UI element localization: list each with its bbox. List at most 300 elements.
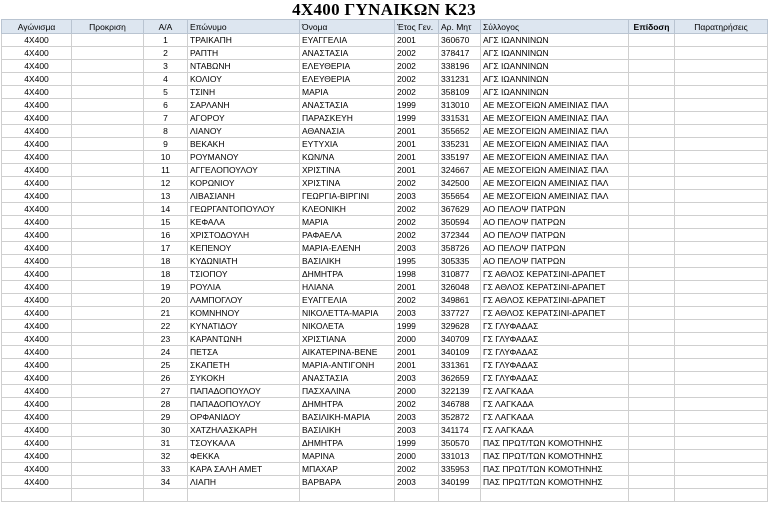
cell-surname[interactable]: ΡΑΠΤΗ — [188, 47, 300, 60]
cell-birth-year[interactable]: 2002 — [395, 294, 439, 307]
cell-club[interactable]: ΓΣ ΛΑΓΚΑΔΑ — [481, 411, 629, 424]
cell-first-name[interactable]: ΓΕΩΡΓΙΑ-ΒΙΡΓΙΝΙ — [300, 190, 395, 203]
cell-event[interactable]: 4Χ400 — [2, 203, 72, 216]
cell-registration-no[interactable]: 331531 — [439, 112, 481, 125]
cell-qualification[interactable] — [72, 99, 144, 112]
cell-birth-year[interactable]: 2002 — [395, 73, 439, 86]
header-club[interactable]: Σύλλογος — [481, 20, 629, 34]
cell-surname[interactable]: ΒΕΚΑΚΗ — [188, 138, 300, 151]
cell-birth-year[interactable]: 2002 — [395, 463, 439, 476]
cell-remarks[interactable] — [675, 346, 768, 359]
cell-birth-year[interactable]: 2000 — [395, 385, 439, 398]
cell-remarks[interactable] — [675, 242, 768, 255]
cell-performance[interactable] — [629, 307, 675, 320]
cell-qualification[interactable] — [72, 463, 144, 476]
header-registration-no[interactable]: Αρ. Μητ — [439, 20, 481, 34]
cell-qualification[interactable] — [72, 229, 144, 242]
cell-birth-year[interactable]: 2003 — [395, 476, 439, 489]
cell-registration-no[interactable]: 335953 — [439, 463, 481, 476]
cell-remarks[interactable] — [675, 138, 768, 151]
cell-remarks[interactable] — [675, 424, 768, 437]
cell-qualification[interactable] — [72, 294, 144, 307]
cell-remarks[interactable] — [675, 450, 768, 463]
cell-event[interactable]: 4Χ400 — [2, 99, 72, 112]
cell-club[interactable]: ΑΓΣ ΙΩΑΝΝΙΝΩΝ — [481, 73, 629, 86]
cell-number[interactable]: 27 — [144, 385, 188, 398]
cell-club[interactable]: ΑΕ ΜΕΣΟΓΕΙΩΝ ΑΜΕΙΝΙΑΣ ΠΑΛ — [481, 164, 629, 177]
cell-event[interactable]: 4Χ400 — [2, 359, 72, 372]
cell-club[interactable]: ΑΟ ΠΕΛΟΨ ΠΑΤΡΩΝ — [481, 216, 629, 229]
cell-number[interactable]: 5 — [144, 86, 188, 99]
cell-surname[interactable]: ΠΑΠΑΔΟΠΟΥΛΟΥ — [188, 398, 300, 411]
cell-birth-year[interactable]: 2002 — [395, 177, 439, 190]
cell-remarks[interactable] — [675, 385, 768, 398]
cell-surname[interactable]: ΡΟΥΛΙΑ — [188, 281, 300, 294]
cell-number[interactable]: 23 — [144, 333, 188, 346]
cell-first-name[interactable]: ΑΘΑΝΑΣΙΑ — [300, 125, 395, 138]
cell-birth-year[interactable]: 1999 — [395, 320, 439, 333]
cell-club[interactable]: ΓΣ ΛΑΓΚΑΔΑ — [481, 424, 629, 437]
cell-birth-year[interactable]: 2002 — [395, 216, 439, 229]
cell-event[interactable]: 4Χ400 — [2, 346, 72, 359]
cell-number[interactable]: 19 — [144, 281, 188, 294]
cell-registration-no[interactable]: 352872 — [439, 411, 481, 424]
cell-first-name[interactable]: ΜΑΡΙΑ — [300, 216, 395, 229]
cell-event[interactable]: 4Χ400 — [2, 34, 72, 47]
cell-event[interactable]: 4Χ400 — [2, 112, 72, 125]
cell-qualification[interactable] — [72, 346, 144, 359]
cell-remarks[interactable] — [675, 112, 768, 125]
cell-surname[interactable]: ΚΟΜΝΗΝΟΥ — [188, 307, 300, 320]
empty-cell[interactable] — [481, 489, 629, 502]
cell-registration-no[interactable]: 355652 — [439, 125, 481, 138]
cell-number[interactable]: 21 — [144, 307, 188, 320]
cell-remarks[interactable] — [675, 177, 768, 190]
cell-surname[interactable]: ΣΥΚΟΚΗ — [188, 372, 300, 385]
cell-birth-year[interactable]: 2003 — [395, 372, 439, 385]
cell-first-name[interactable]: ΝΙΚΟΛΕΤΑ — [300, 320, 395, 333]
cell-club[interactable]: ΑΕ ΜΕΣΟΓΕΙΩΝ ΑΜΕΙΝΙΑΣ ΠΑΛ — [481, 125, 629, 138]
cell-qualification[interactable] — [72, 73, 144, 86]
cell-club[interactable]: ΓΣ ΓΛΥΦΑΔΑΣ — [481, 346, 629, 359]
cell-event[interactable]: 4Χ400 — [2, 398, 72, 411]
cell-number[interactable]: 29 — [144, 411, 188, 424]
cell-performance[interactable] — [629, 203, 675, 216]
cell-remarks[interactable] — [675, 34, 768, 47]
cell-remarks[interactable] — [675, 255, 768, 268]
cell-first-name[interactable]: ΧΡΙΣΤΙΑΝΑ — [300, 333, 395, 346]
cell-event[interactable]: 4Χ400 — [2, 333, 72, 346]
cell-club[interactable]: ΓΣ ΓΛΥΦΑΔΑΣ — [481, 333, 629, 346]
cell-remarks[interactable] — [675, 203, 768, 216]
cell-performance[interactable] — [629, 346, 675, 359]
cell-club[interactable]: ΑΟ ΠΕΛΟΨ ΠΑΤΡΩΝ — [481, 229, 629, 242]
cell-remarks[interactable] — [675, 86, 768, 99]
cell-first-name[interactable]: ΡΑΦΑΕΛΑ — [300, 229, 395, 242]
cell-first-name[interactable]: ΒΑΣΙΛΙΚΗ — [300, 424, 395, 437]
cell-remarks[interactable] — [675, 411, 768, 424]
cell-event[interactable]: 4Χ400 — [2, 216, 72, 229]
cell-performance[interactable] — [629, 424, 675, 437]
cell-performance[interactable] — [629, 242, 675, 255]
cell-club[interactable]: ΓΣ ΛΑΓΚΑΔΑ — [481, 385, 629, 398]
cell-registration-no[interactable]: 331361 — [439, 359, 481, 372]
cell-number[interactable]: 26 — [144, 372, 188, 385]
empty-cell[interactable] — [144, 489, 188, 502]
cell-birth-year[interactable]: 2003 — [395, 424, 439, 437]
cell-performance[interactable] — [629, 333, 675, 346]
header-number[interactable]: Α/Α — [144, 20, 188, 34]
cell-birth-year[interactable]: 2001 — [395, 359, 439, 372]
cell-first-name[interactable]: ΕΥΤΥΧΙΑ — [300, 138, 395, 151]
cell-performance[interactable] — [629, 255, 675, 268]
cell-qualification[interactable] — [72, 372, 144, 385]
cell-surname[interactable]: ΚΕΦΑΛΑ — [188, 216, 300, 229]
cell-first-name[interactable]: ΜΑΡΙΝΑ — [300, 450, 395, 463]
cell-registration-no[interactable]: 360670 — [439, 34, 481, 47]
cell-club[interactable]: ΑΟ ΠΕΛΟΨ ΠΑΤΡΩΝ — [481, 242, 629, 255]
cell-registration-no[interactable]: 305335 — [439, 255, 481, 268]
cell-first-name[interactable]: ΒΑΣΙΛΙΚΗ-ΜΑΡΙΑ — [300, 411, 395, 424]
cell-performance[interactable] — [629, 372, 675, 385]
cell-qualification[interactable] — [72, 125, 144, 138]
cell-registration-no[interactable]: 313010 — [439, 99, 481, 112]
cell-surname[interactable]: ΛΙΑΝΟΥ — [188, 125, 300, 138]
cell-surname[interactable]: ΠΕΤΣΑ — [188, 346, 300, 359]
cell-qualification[interactable] — [72, 203, 144, 216]
cell-qualification[interactable] — [72, 320, 144, 333]
cell-qualification[interactable] — [72, 151, 144, 164]
cell-event[interactable]: 4Χ400 — [2, 281, 72, 294]
header-birth-year[interactable]: Έτος Γεν. — [395, 20, 439, 34]
cell-registration-no[interactable]: 350594 — [439, 216, 481, 229]
cell-remarks[interactable] — [675, 359, 768, 372]
cell-birth-year[interactable]: 2003 — [395, 242, 439, 255]
cell-club[interactable]: ΓΣ ΑΘΛΟΣ ΚΕΡΑΤΣΙΝΙ-ΔΡΑΠΕΤ — [481, 294, 629, 307]
cell-club[interactable]: ΑΕ ΜΕΣΟΓΕΙΩΝ ΑΜΕΙΝΙΑΣ ΠΑΛ — [481, 99, 629, 112]
cell-qualification[interactable] — [72, 437, 144, 450]
header-surname[interactable]: Επώνυμο — [188, 20, 300, 34]
cell-surname[interactable]: ΝΤΑΒΩΝΗ — [188, 60, 300, 73]
cell-event[interactable]: 4Χ400 — [2, 86, 72, 99]
cell-birth-year[interactable]: 1999 — [395, 99, 439, 112]
cell-club[interactable]: ΠΑΣ ΠΡΩΤ/ΤΩΝ ΚΟΜΟΤΗΝΗΣ — [481, 476, 629, 489]
cell-number[interactable]: 9 — [144, 138, 188, 151]
cell-remarks[interactable] — [675, 164, 768, 177]
cell-remarks[interactable] — [675, 307, 768, 320]
cell-surname[interactable]: ΡΟΥΜΑΝΟΥ — [188, 151, 300, 164]
cell-surname[interactable]: ΛΑΜΠΟΓΛΟΥ — [188, 294, 300, 307]
cell-number[interactable]: 1 — [144, 34, 188, 47]
cell-surname[interactable]: ΤΣΙΟΠΟΥ — [188, 268, 300, 281]
cell-performance[interactable] — [629, 73, 675, 86]
cell-registration-no[interactable]: 367629 — [439, 203, 481, 216]
cell-birth-year[interactable]: 1995 — [395, 255, 439, 268]
cell-club[interactable]: ΑΓΣ ΙΩΑΝΝΙΝΩΝ — [481, 86, 629, 99]
cell-registration-no[interactable]: 358109 — [439, 86, 481, 99]
cell-event[interactable]: 4Χ400 — [2, 268, 72, 281]
cell-remarks[interactable] — [675, 229, 768, 242]
cell-remarks[interactable] — [675, 73, 768, 86]
cell-registration-no[interactable]: 355654 — [439, 190, 481, 203]
cell-number[interactable]: 31 — [144, 437, 188, 450]
cell-remarks[interactable] — [675, 47, 768, 60]
cell-surname[interactable]: ΧΡΙΣΤΟΔΟΥΛΗ — [188, 229, 300, 242]
cell-club[interactable]: ΑΓΣ ΙΩΑΝΝΙΝΩΝ — [481, 34, 629, 47]
cell-birth-year[interactable]: 2001 — [395, 151, 439, 164]
cell-event[interactable]: 4Χ400 — [2, 294, 72, 307]
cell-event[interactable]: 4Χ400 — [2, 60, 72, 73]
cell-surname[interactable]: ΣΑΡΛΑΝΗ — [188, 99, 300, 112]
cell-performance[interactable] — [629, 476, 675, 489]
cell-registration-no[interactable]: 326048 — [439, 281, 481, 294]
cell-event[interactable]: 4Χ400 — [2, 125, 72, 138]
cell-performance[interactable] — [629, 60, 675, 73]
cell-qualification[interactable] — [72, 385, 144, 398]
cell-registration-no[interactable]: 342500 — [439, 177, 481, 190]
cell-registration-no[interactable]: 350570 — [439, 437, 481, 450]
cell-first-name[interactable]: ΧΡΙΣΤΙΝΑ — [300, 164, 395, 177]
cell-remarks[interactable] — [675, 476, 768, 489]
cell-event[interactable]: 4Χ400 — [2, 73, 72, 86]
cell-club[interactable]: ΑΟ ΠΕΛΟΨ ΠΑΤΡΩΝ — [481, 203, 629, 216]
cell-registration-no[interactable]: 310877 — [439, 268, 481, 281]
cell-first-name[interactable]: ΚΛΕΟΝΙΚΗ — [300, 203, 395, 216]
cell-performance[interactable] — [629, 294, 675, 307]
cell-number[interactable]: 33 — [144, 463, 188, 476]
cell-first-name[interactable]: ΕΥΑΓΓΕΛΙΑ — [300, 34, 395, 47]
cell-event[interactable]: 4Χ400 — [2, 411, 72, 424]
cell-surname[interactable]: ΚΑΡΑ ΣΑΛΗ ΑΜΕΤ — [188, 463, 300, 476]
cell-remarks[interactable] — [675, 151, 768, 164]
cell-registration-no[interactable]: 329628 — [439, 320, 481, 333]
cell-performance[interactable] — [629, 177, 675, 190]
cell-performance[interactable] — [629, 320, 675, 333]
cell-event[interactable]: 4Χ400 — [2, 307, 72, 320]
cell-surname[interactable]: ΚΑΡΑΝΤΩΝΗ — [188, 333, 300, 346]
cell-performance[interactable] — [629, 86, 675, 99]
cell-club[interactable]: ΠΑΣ ΠΡΩΤ/ΤΩΝ ΚΟΜΟΤΗΝΗΣ — [481, 450, 629, 463]
empty-cell[interactable] — [2, 489, 72, 502]
cell-performance[interactable] — [629, 125, 675, 138]
cell-surname[interactable]: ΣΚΑΠΕΤΗ — [188, 359, 300, 372]
cell-registration-no[interactable]: 338196 — [439, 60, 481, 73]
cell-number[interactable]: 6 — [144, 99, 188, 112]
cell-number[interactable]: 17 — [144, 242, 188, 255]
cell-club[interactable]: ΓΣ ΛΑΓΚΑΔΑ — [481, 398, 629, 411]
cell-qualification[interactable] — [72, 333, 144, 346]
cell-event[interactable]: 4Χ400 — [2, 242, 72, 255]
cell-number[interactable]: 30 — [144, 424, 188, 437]
cell-birth-year[interactable]: 2003 — [395, 307, 439, 320]
cell-event[interactable]: 4Χ400 — [2, 255, 72, 268]
cell-performance[interactable] — [629, 151, 675, 164]
cell-qualification[interactable] — [72, 411, 144, 424]
header-remarks[interactable]: Παρατηρήσεις — [675, 20, 768, 34]
cell-registration-no[interactable]: 340109 — [439, 346, 481, 359]
cell-first-name[interactable]: ΠΑΣΧΑΛΙΝΑ — [300, 385, 395, 398]
cell-birth-year[interactable]: 2003 — [395, 190, 439, 203]
cell-club[interactable]: ΑΟ ΠΕΛΟΨ ΠΑΤΡΩΝ — [481, 255, 629, 268]
cell-registration-no[interactable]: 378417 — [439, 47, 481, 60]
cell-qualification[interactable] — [72, 359, 144, 372]
cell-first-name[interactable]: ΒΑΣΙΛΙΚΗ — [300, 255, 395, 268]
empty-cell[interactable] — [675, 489, 768, 502]
cell-remarks[interactable] — [675, 125, 768, 138]
cell-performance[interactable] — [629, 411, 675, 424]
cell-remarks[interactable] — [675, 281, 768, 294]
cell-surname[interactable]: ΤΣΙΝΗ — [188, 86, 300, 99]
cell-birth-year[interactable]: 2002 — [395, 60, 439, 73]
empty-cell[interactable] — [439, 489, 481, 502]
cell-surname[interactable]: ΠΑΠΑΔΟΠΟΥΛΟΥ — [188, 385, 300, 398]
cell-first-name[interactable]: ΜΠΑΧΑΡ — [300, 463, 395, 476]
cell-club[interactable]: ΑΓΣ ΙΩΑΝΝΙΝΩΝ — [481, 60, 629, 73]
cell-club[interactable]: ΑΕ ΜΕΣΟΓΕΙΩΝ ΑΜΕΙΝΙΑΣ ΠΑΛ — [481, 112, 629, 125]
cell-remarks[interactable] — [675, 372, 768, 385]
cell-birth-year[interactable]: 1999 — [395, 437, 439, 450]
cell-remarks[interactable] — [675, 320, 768, 333]
cell-registration-no[interactable]: 335231 — [439, 138, 481, 151]
cell-birth-year[interactable]: 1999 — [395, 112, 439, 125]
cell-qualification[interactable] — [72, 86, 144, 99]
cell-remarks[interactable] — [675, 99, 768, 112]
cell-registration-no[interactable]: 346788 — [439, 398, 481, 411]
cell-qualification[interactable] — [72, 281, 144, 294]
cell-first-name[interactable]: ΗΛΙΑΝΑ — [300, 281, 395, 294]
cell-number[interactable]: 3 — [144, 60, 188, 73]
cell-registration-no[interactable]: 340199 — [439, 476, 481, 489]
cell-birth-year[interactable]: 2001 — [395, 125, 439, 138]
cell-number[interactable]: 13 — [144, 190, 188, 203]
cell-performance[interactable] — [629, 463, 675, 476]
cell-surname[interactable]: ΑΓΟΡΟΥ — [188, 112, 300, 125]
cell-surname[interactable]: ΚΥΔΩΝΙΑΤΗ — [188, 255, 300, 268]
cell-club[interactable]: ΓΣ ΓΛΥΦΑΔΑΣ — [481, 359, 629, 372]
cell-event[interactable]: 4Χ400 — [2, 476, 72, 489]
cell-surname[interactable]: ΤΣΟΥΚΑΛΑ — [188, 437, 300, 450]
cell-performance[interactable] — [629, 216, 675, 229]
cell-club[interactable]: ΓΣ ΓΛΥΦΑΔΑΣ — [481, 372, 629, 385]
cell-number[interactable]: 18 — [144, 268, 188, 281]
cell-club[interactable]: ΓΣ ΑΘΛΟΣ ΚΕΡΑΤΣΙΝΙ-ΔΡΑΠΕΤ — [481, 307, 629, 320]
cell-remarks[interactable] — [675, 190, 768, 203]
cell-surname[interactable]: ΑΓΓΕΛΟΠΟΥΛΟΥ — [188, 164, 300, 177]
cell-qualification[interactable] — [72, 177, 144, 190]
cell-performance[interactable] — [629, 398, 675, 411]
cell-event[interactable]: 4Χ400 — [2, 385, 72, 398]
cell-surname[interactable]: ΤΡΑΙΚΑΠΗ — [188, 34, 300, 47]
cell-club[interactable]: ΓΣ ΓΛΥΦΑΔΑΣ — [481, 320, 629, 333]
cell-club[interactable]: ΓΣ ΑΘΛΟΣ ΚΕΡΑΤΣΙΝΙ-ΔΡΑΠΕΤ — [481, 281, 629, 294]
cell-remarks[interactable] — [675, 268, 768, 281]
cell-birth-year[interactable]: 2001 — [395, 34, 439, 47]
cell-event[interactable]: 4Χ400 — [2, 190, 72, 203]
cell-club[interactable]: ΑΕ ΜΕΣΟΓΕΙΩΝ ΑΜΕΙΝΙΑΣ ΠΑΛ — [481, 177, 629, 190]
cell-birth-year[interactable]: 2002 — [395, 398, 439, 411]
cell-birth-year[interactable]: 2002 — [395, 229, 439, 242]
cell-performance[interactable] — [629, 164, 675, 177]
cell-surname[interactable]: ΚΟΛΙΟΥ — [188, 73, 300, 86]
cell-first-name[interactable]: ΑΝΑΣΤΑΣΙΑ — [300, 372, 395, 385]
cell-club[interactable]: ΑΕ ΜΕΣΟΓΕΙΩΝ ΑΜΕΙΝΙΑΣ ΠΑΛ — [481, 190, 629, 203]
cell-registration-no[interactable]: 362659 — [439, 372, 481, 385]
cell-birth-year[interactable]: 2003 — [395, 411, 439, 424]
header-first-name[interactable]: Όνομα — [300, 20, 395, 34]
cell-remarks[interactable] — [675, 437, 768, 450]
cell-performance[interactable] — [629, 385, 675, 398]
cell-birth-year[interactable]: 2000 — [395, 450, 439, 463]
cell-first-name[interactable]: ΕΥΑΓΓΕΛΙΑ — [300, 294, 395, 307]
cell-event[interactable]: 4Χ400 — [2, 450, 72, 463]
cell-number[interactable]: 2 — [144, 47, 188, 60]
cell-first-name[interactable]: ΝΙΚΟΛΕΤΤΑ-ΜΑΡΙΑ — [300, 307, 395, 320]
cell-performance[interactable] — [629, 229, 675, 242]
cell-registration-no[interactable]: 372344 — [439, 229, 481, 242]
cell-surname[interactable]: ΚΥΝΑΤΙΔΟΥ — [188, 320, 300, 333]
cell-surname[interactable]: ΟΡΦΑΝΙΔΟΥ — [188, 411, 300, 424]
cell-event[interactable]: 4Χ400 — [2, 424, 72, 437]
cell-event[interactable]: 4Χ400 — [2, 437, 72, 450]
cell-registration-no[interactable]: 324667 — [439, 164, 481, 177]
cell-number[interactable]: 12 — [144, 177, 188, 190]
empty-cell[interactable] — [72, 489, 144, 502]
cell-performance[interactable] — [629, 34, 675, 47]
cell-number[interactable]: 7 — [144, 112, 188, 125]
cell-first-name[interactable]: ΔΗΜΗΤΡΑ — [300, 398, 395, 411]
cell-birth-year[interactable]: 2001 — [395, 164, 439, 177]
cell-number[interactable]: 20 — [144, 294, 188, 307]
cell-first-name[interactable]: ΕΛΕΥΘΕΡΙΑ — [300, 60, 395, 73]
cell-qualification[interactable] — [72, 47, 144, 60]
cell-first-name[interactable]: ΔΗΜΗΤΡΑ — [300, 268, 395, 281]
cell-qualification[interactable] — [72, 307, 144, 320]
cell-event[interactable]: 4Χ400 — [2, 151, 72, 164]
cell-surname[interactable]: ΛΙΑΠΗ — [188, 476, 300, 489]
cell-number[interactable]: 25 — [144, 359, 188, 372]
empty-cell[interactable] — [188, 489, 300, 502]
cell-club[interactable]: ΠΑΣ ΠΡΩΤ/ΤΩΝ ΚΟΜΟΤΗΝΗΣ — [481, 463, 629, 476]
cell-number[interactable]: 16 — [144, 229, 188, 242]
cell-performance[interactable] — [629, 281, 675, 294]
cell-first-name[interactable]: ΑΝΑΣΤΑΣΙΑ — [300, 47, 395, 60]
cell-club[interactable]: ΑΕ ΜΕΣΟΓΕΙΩΝ ΑΜΕΙΝΙΑΣ ΠΑΛ — [481, 138, 629, 151]
header-qualification[interactable]: Προκριση — [72, 20, 144, 34]
cell-registration-no[interactable]: 341174 — [439, 424, 481, 437]
cell-surname[interactable]: ΛΙΒΑΣΙΑΝΗ — [188, 190, 300, 203]
cell-qualification[interactable] — [72, 60, 144, 73]
cell-performance[interactable] — [629, 138, 675, 151]
cell-number[interactable]: 22 — [144, 320, 188, 333]
cell-registration-no[interactable]: 331013 — [439, 450, 481, 463]
cell-qualification[interactable] — [72, 242, 144, 255]
cell-first-name[interactable]: ΠΑΡΑΣΚΕΥΗ — [300, 112, 395, 125]
cell-performance[interactable] — [629, 190, 675, 203]
cell-number[interactable]: 10 — [144, 151, 188, 164]
cell-qualification[interactable] — [72, 190, 144, 203]
cell-club[interactable]: ΓΣ ΑΘΛΟΣ ΚΕΡΑΤΣΙΝΙ-ΔΡΑΠΕΤ — [481, 268, 629, 281]
cell-club[interactable]: ΑΕ ΜΕΣΟΓΕΙΩΝ ΑΜΕΙΝΙΑΣ ΠΑΛ — [481, 151, 629, 164]
cell-club[interactable]: ΠΑΣ ΠΡΩΤ/ΤΩΝ ΚΟΜΟΤΗΝΗΣ — [481, 437, 629, 450]
cell-qualification[interactable] — [72, 424, 144, 437]
cell-first-name[interactable]: ΕΛΕΥΘΕΡΙΑ — [300, 73, 395, 86]
cell-birth-year[interactable]: 1998 — [395, 268, 439, 281]
cell-registration-no[interactable]: 322139 — [439, 385, 481, 398]
cell-qualification[interactable] — [72, 450, 144, 463]
cell-remarks[interactable] — [675, 60, 768, 73]
cell-number[interactable]: 11 — [144, 164, 188, 177]
cell-performance[interactable] — [629, 437, 675, 450]
